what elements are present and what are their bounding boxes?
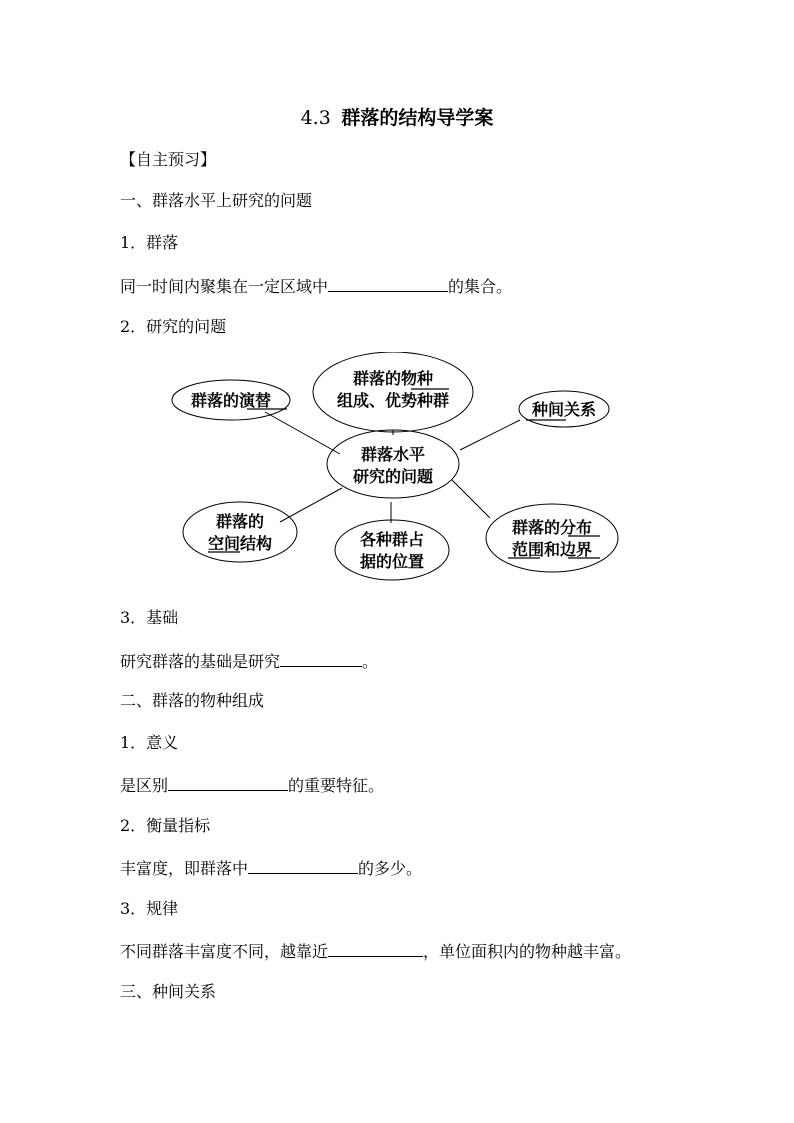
part1-item1-sentence: [120, 275, 512, 297]
sentence-text-before: 丰富度，即群落中: [120, 859, 249, 878]
sentence-text-after: 的重要特征。: [288, 776, 385, 795]
sentence-text-before: 同一时间内聚集在一定区域中: [120, 277, 329, 296]
title-number: 4.3: [300, 107, 331, 129]
top-label-line2: 组成、优势种群: [336, 391, 450, 410]
part2-item3-title: 3．规律: [120, 899, 179, 918]
fill-blank[interactable]: [248, 857, 358, 874]
part1-item1-title: 1．群落: [120, 233, 179, 252]
bottom-label-line2: 据的位置: [359, 552, 425, 571]
bottom-label-line1: 各种群占: [359, 530, 425, 549]
page-title: [0, 106, 794, 130]
part1-item2-title: 2．研究的问题: [120, 317, 227, 336]
sentence-text-before: 研究群落的基础是研究: [120, 652, 281, 671]
top-left-label: 群落的演替: [190, 391, 272, 410]
sentence-text-after: 的集合。: [448, 277, 513, 296]
part1-item3-title: 3．基础: [120, 608, 179, 627]
part2-item3-sentence: [120, 940, 631, 962]
fill-blank[interactable]: [328, 275, 448, 292]
part3-heading: 三、种间关系: [120, 982, 217, 1001]
connector-line: [452, 480, 490, 518]
top-label-line1: 群落的物种: [352, 369, 434, 388]
bottom-right-label-line2: 范围和边界: [511, 540, 593, 559]
sentence-text-after: ，单位面积内的物种越丰富。: [423, 942, 632, 961]
bottom-right-ellipse: [486, 504, 618, 572]
right-label: 种间关系: [531, 400, 597, 419]
bottom-left-label-line2: 空间结构: [207, 534, 273, 553]
part2-item2-sentence: [120, 857, 422, 879]
center-label-line2: 研究的问题: [352, 467, 434, 486]
part2-heading: 二、群落的物种组成: [120, 691, 265, 710]
title-text: 群落的结构导学案: [341, 107, 494, 129]
part2-item2-title: 2．衡量指标: [120, 816, 211, 835]
fill-blank[interactable]: [280, 650, 362, 667]
section-preview: 【自主预习】: [120, 150, 217, 169]
fill-blank[interactable]: [168, 774, 288, 791]
sentence-text-after: 的多少。: [358, 859, 423, 878]
concept-map-diagram: [165, 352, 625, 582]
sentence-text-after: 。: [362, 652, 379, 671]
bottom-right-label-line1: 群落的分布: [511, 518, 593, 537]
sentence-text-before: 不同群落丰富度不同，越靠近: [120, 942, 329, 961]
part2-item1-sentence: [120, 774, 384, 796]
center-label-line1: 群落水平: [360, 445, 426, 464]
part1-item3-sentence: [120, 650, 378, 672]
bottom-ellipse: [335, 520, 449, 580]
bottom-left-ellipse: [183, 502, 297, 562]
sentence-text-before: 是区别: [120, 776, 169, 795]
center-ellipse: [327, 430, 459, 498]
part2-item1-title: 1．意义: [120, 733, 179, 752]
bottom-left-label-line1: 群落的: [215, 512, 265, 531]
fill-blank[interactable]: [328, 940, 423, 957]
connector-line: [265, 412, 340, 454]
part1-heading: 一、群落水平上研究的问题: [120, 191, 313, 210]
connector-line: [460, 420, 520, 450]
